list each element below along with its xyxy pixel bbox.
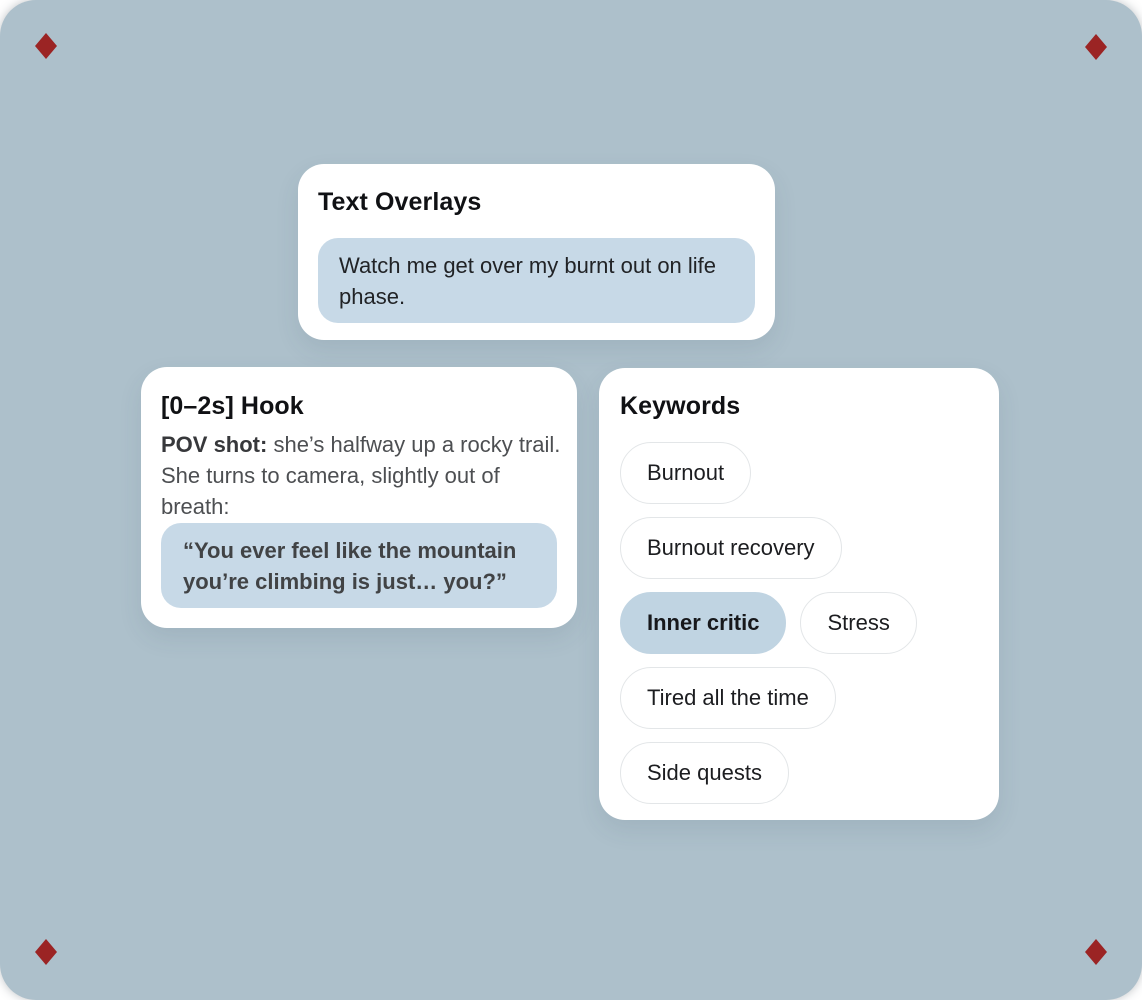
hook-description	[161, 429, 565, 522]
overlay-text-bubble: Watch me get over my burnt out on life phase.	[318, 238, 755, 323]
text-overlays-title: Text Overlays	[318, 188, 482, 216]
keyword-tag-burnout-recovery[interactable]: Burnout recovery	[620, 517, 842, 579]
diamond-icon	[1085, 34, 1107, 60]
keyword-tag-burnout[interactable]: Burnout	[620, 442, 751, 504]
keyword-tag-tired-all-the-time[interactable]: Tired all the time	[620, 667, 836, 729]
hook-description-lead: POV shot:	[161, 432, 268, 457]
diamond-icon	[1085, 939, 1107, 965]
keyword-tag-inner-critic[interactable]: Inner critic	[620, 592, 786, 654]
hook-description-rest: she’s halfway up a rocky trail. She turns to camera, slightly out of breath:	[161, 432, 561, 519]
hook-card[interactable]	[141, 367, 577, 628]
hook-quote-bubble: “You ever feel like the mountain you’re climbing is just… you?”	[161, 523, 557, 608]
hook-title: [0–2s] Hook	[161, 392, 304, 420]
keywords-title: Keywords	[620, 392, 741, 420]
text-overlays-card[interactable]	[298, 164, 775, 340]
keyword-tag-side-quests[interactable]: Side quests	[620, 742, 789, 804]
diamond-icon	[35, 33, 57, 59]
diamond-icon	[35, 939, 57, 965]
keyword-tag-stress[interactable]: Stress	[800, 592, 916, 654]
keyword-tag-list	[620, 442, 978, 804]
keywords-card[interactable]	[599, 368, 999, 820]
